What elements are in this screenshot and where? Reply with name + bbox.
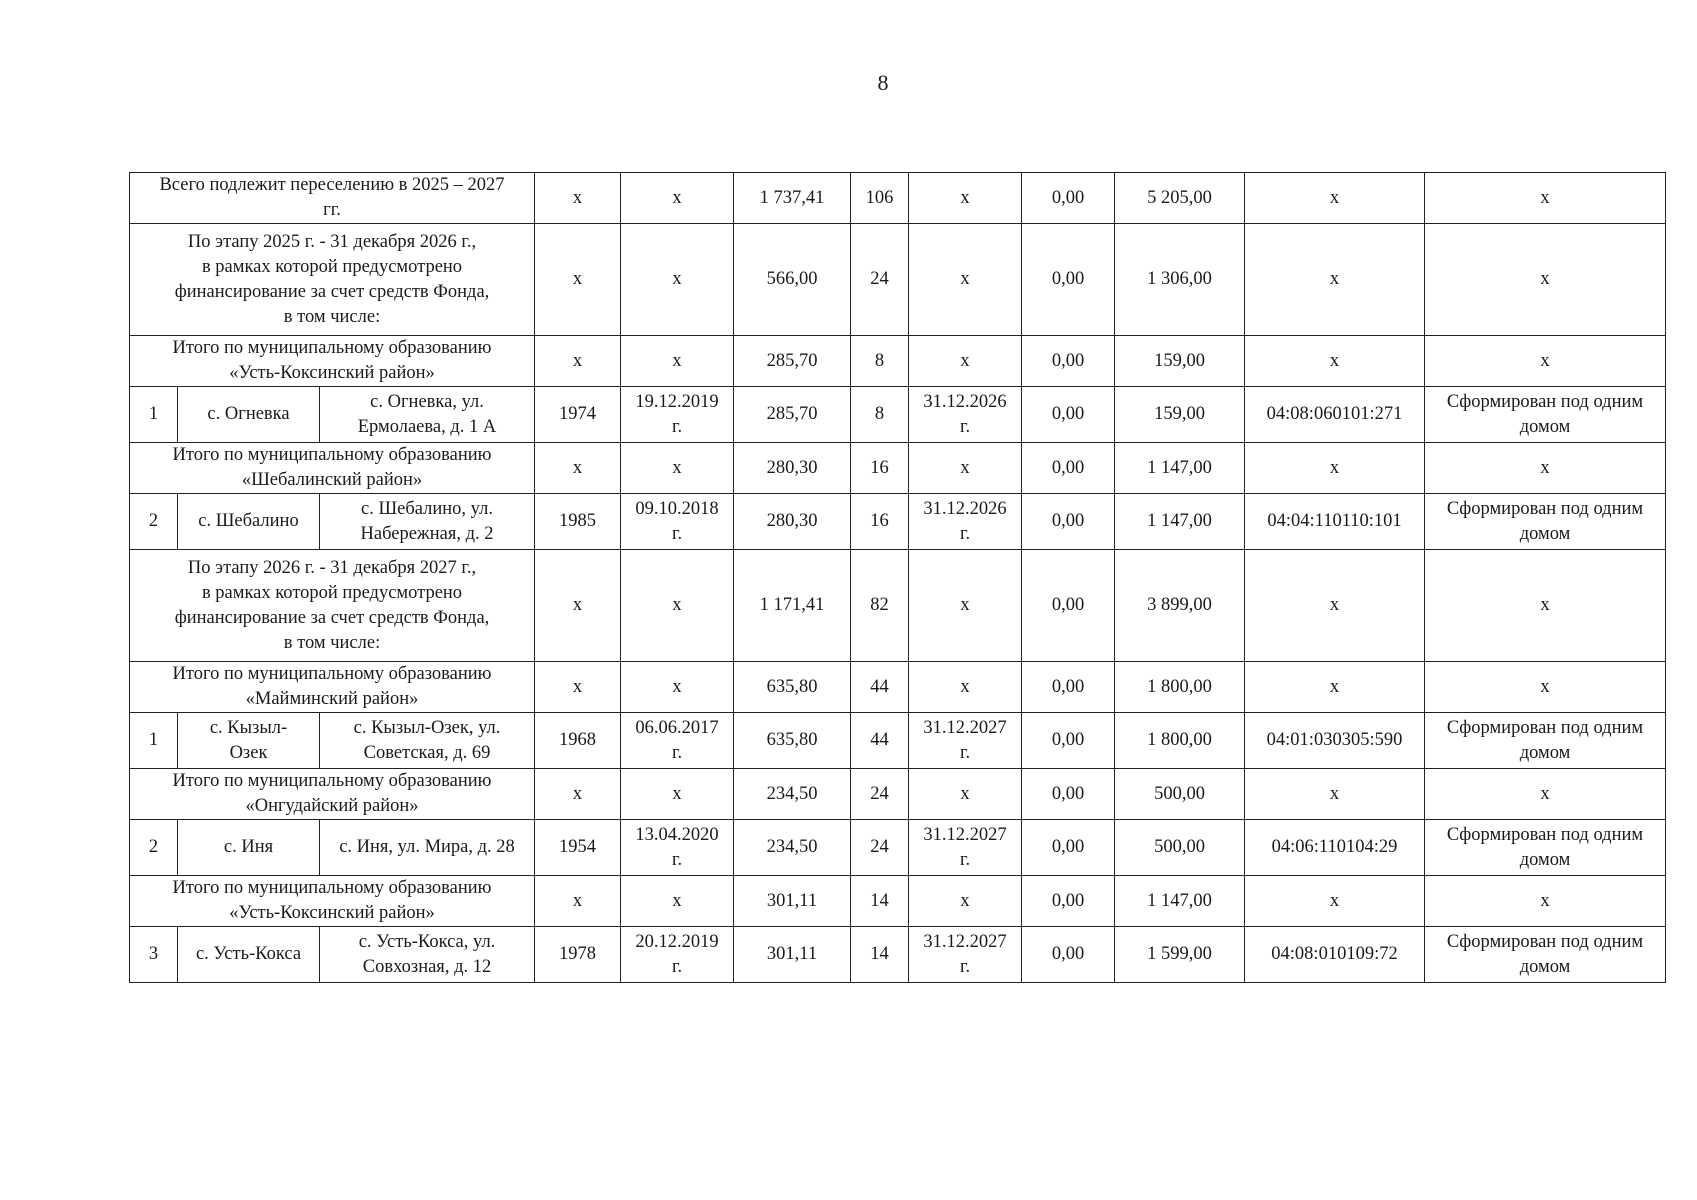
date-cell-line: 19.12.2019	[635, 391, 719, 412]
date-cell	[621, 494, 734, 550]
status-cell-line: домом	[1519, 523, 1571, 544]
date-cell-line: 09.10.2018	[635, 498, 719, 519]
municipal-label-line: Итого по муниципальному образованию	[172, 771, 492, 791]
people-cell: 44	[851, 713, 909, 769]
x-mark-status: х	[1425, 662, 1666, 713]
house-row	[130, 387, 1666, 443]
cadastral-number: 04:06:110104:29	[1245, 820, 1425, 876]
total-area: 301,11	[734, 876, 851, 927]
stage-label-line: По этапу 2026 г. - 31 декабря 2027 г.,	[187, 557, 477, 578]
x-mark-date: х	[621, 443, 734, 494]
deadline-cell-line: 31.12.2027	[923, 717, 1007, 738]
area-cell: 635,80	[734, 713, 851, 769]
stage-row	[130, 224, 1666, 336]
x-mark-status: х	[1425, 550, 1666, 662]
x-mark-deadline: х	[909, 336, 1022, 387]
x-mark-status: х	[1425, 876, 1666, 927]
resettlement-cost: 500,00	[1115, 769, 1245, 820]
cost-value: 0,00	[1022, 494, 1115, 550]
municipal-label	[130, 876, 535, 927]
stage-label-line: в рамках которой предусмотрено	[201, 256, 463, 277]
address-cell	[320, 713, 535, 769]
house-row	[130, 927, 1666, 983]
date-cell	[621, 713, 734, 769]
stage-label-line: По этапу 2025 г. - 31 декабря 2026 г.,	[187, 231, 477, 252]
area-cell: 234,50	[734, 820, 851, 876]
people-count: 82	[851, 550, 909, 662]
date-cell-line: 13.04.2020	[635, 824, 719, 845]
year-cell: 1978	[535, 927, 621, 983]
x-mark-year: х	[535, 336, 621, 387]
row-number: 1	[130, 713, 178, 769]
address-cell-line: с. Иня, ул. Мира, д. 28	[339, 837, 515, 857]
house-row	[130, 494, 1666, 550]
cost-value: 0,00	[1022, 336, 1115, 387]
municipal-label-line: Итого по муниципальному образованию	[172, 878, 492, 898]
municipal-row	[130, 876, 1666, 927]
address-cell-line: с. Огневка, ул.	[370, 391, 484, 412]
status-cell-line: Сформирован под одним	[1446, 931, 1644, 952]
area-cell: 301,11	[734, 927, 851, 983]
address-cell	[320, 494, 535, 550]
people-cell: 14	[851, 927, 909, 983]
municipal-label	[130, 336, 535, 387]
address-cell	[320, 927, 535, 983]
cost-value: 0,00	[1022, 550, 1115, 662]
resettlement-table	[129, 172, 1666, 983]
municipal-label-line: «Шебалинский район»	[241, 470, 423, 490]
resettlement-cost: 500,00	[1115, 820, 1245, 876]
row-number: 2	[130, 494, 178, 550]
row-number: 3	[130, 927, 178, 983]
x-mark-cadastral: х	[1245, 769, 1425, 820]
address-cell-line: Ермолаева, д. 1 А	[357, 416, 497, 437]
municipal-label-line: «Усть-Коксинский район»	[229, 363, 435, 383]
x-mark-year: х	[535, 662, 621, 713]
settlement-cell	[178, 713, 320, 769]
stage-label-line: финансирование за счет средств Фонда,	[174, 281, 490, 302]
resettlement-cost: 1 147,00	[1115, 876, 1245, 927]
cadastral-number: 04:04:110110:101	[1245, 494, 1425, 550]
x-mark-cadastral: х	[1245, 443, 1425, 494]
x-mark-deadline: х	[909, 662, 1022, 713]
municipal-label	[130, 662, 535, 713]
deadline-cell	[909, 713, 1022, 769]
people-count: 24	[851, 769, 909, 820]
date-cell	[621, 927, 734, 983]
date-cell-line: 20.12.2019	[635, 931, 719, 952]
status-cell-line: домом	[1519, 849, 1571, 870]
x-mark-date: х	[621, 224, 734, 336]
stage-label-line: в рамках которой предусмотрено	[201, 582, 463, 603]
cadastral-number: 04:01:030305:590	[1245, 713, 1425, 769]
cadastral-number: 04:08:010109:72	[1245, 927, 1425, 983]
x-mark-status: х	[1425, 336, 1666, 387]
year-cell: 1974	[535, 387, 621, 443]
people-count: 44	[851, 662, 909, 713]
municipal-label-line: «Онгудайский район»	[245, 796, 419, 816]
date-cell-line: 06.06.2017	[635, 717, 719, 738]
cost-value: 0,00	[1022, 820, 1115, 876]
settlement-cell-line: с. Шебалино	[198, 511, 299, 531]
table-body	[130, 173, 1666, 983]
status-cell-line: Сформирован под одним	[1446, 717, 1644, 738]
status-cell	[1425, 820, 1666, 876]
summary-label-line: Всего подлежит переселению в 2025 – 2027	[159, 175, 505, 195]
stage-label	[130, 550, 535, 662]
cost-value: 0,00	[1022, 876, 1115, 927]
deadline-cell-line: г.	[959, 849, 971, 870]
date-cell-line: г.	[671, 849, 683, 870]
status-cell	[1425, 387, 1666, 443]
address-cell-line: Набережная, д. 2	[360, 523, 494, 544]
x-mark-deadline: х	[909, 443, 1022, 494]
cadastral-number: 04:08:060101:271	[1245, 387, 1425, 443]
date-cell-line: г.	[671, 523, 683, 544]
municipal-label-line: Итого по муниципальному образованию	[172, 445, 492, 465]
deadline-cell-line: 31.12.2027	[923, 931, 1007, 952]
deadline-cell-line: 31.12.2026	[923, 498, 1007, 519]
deadline-cell-line: 31.12.2027	[923, 824, 1007, 845]
deadline-cell-line: г.	[959, 523, 971, 544]
resettlement-cost: 1 306,00	[1115, 224, 1245, 336]
settlement-cell-line: с. Кызыл-	[209, 717, 288, 738]
deadline-cell-line: 31.12.2026	[923, 391, 1007, 412]
people-cell: 16	[851, 494, 909, 550]
status-cell	[1425, 494, 1666, 550]
total-area: 1 737,41	[734, 173, 851, 224]
house-row	[130, 713, 1666, 769]
address-cell-line: с. Шебалино, ул.	[361, 498, 493, 519]
year-cell: 1968	[535, 713, 621, 769]
summary-label	[130, 173, 535, 224]
cost-value: 0,00	[1022, 387, 1115, 443]
municipal-label-line: «Усть-Коксинский район»	[229, 903, 435, 923]
x-mark-cadastral: х	[1245, 876, 1425, 927]
x-mark-date: х	[621, 662, 734, 713]
x-mark-year: х	[535, 876, 621, 927]
status-cell-line: домом	[1519, 742, 1571, 763]
x-mark-date: х	[621, 173, 734, 224]
area-cell: 285,70	[734, 387, 851, 443]
municipal-label	[130, 769, 535, 820]
date-cell-line: г.	[671, 742, 683, 763]
status-cell-line: домом	[1519, 416, 1571, 437]
date-cell	[621, 820, 734, 876]
status-cell-line: Сформирован под одним	[1446, 391, 1644, 412]
stage-label-line: в том числе:	[283, 632, 381, 653]
x-mark-deadline: х	[909, 876, 1022, 927]
stage-label-line: в том числе:	[283, 306, 381, 327]
deadline-cell	[909, 387, 1022, 443]
settlement-cell	[178, 494, 320, 550]
x-mark-status: х	[1425, 224, 1666, 336]
summary-row	[130, 173, 1666, 224]
status-cell-line: Сформирован под одним	[1446, 498, 1644, 519]
total-area: 566,00	[734, 224, 851, 336]
deadline-cell-line: г.	[959, 416, 971, 437]
resettlement-cost: 1 800,00	[1115, 662, 1245, 713]
x-mark-deadline: х	[909, 550, 1022, 662]
address-cell-line: Совхозная, д. 12	[362, 956, 492, 977]
house-row	[130, 820, 1666, 876]
x-mark-status: х	[1425, 173, 1666, 224]
x-mark-date: х	[621, 876, 734, 927]
resettlement-cost: 1 599,00	[1115, 927, 1245, 983]
deadline-cell	[909, 820, 1022, 876]
address-cell-line: с. Кызыл-Озек, ул.	[353, 717, 501, 738]
total-area: 280,30	[734, 443, 851, 494]
x-mark-cadastral: х	[1245, 336, 1425, 387]
cost-value: 0,00	[1022, 713, 1115, 769]
date-cell	[621, 387, 734, 443]
resettlement-cost: 1 147,00	[1115, 443, 1245, 494]
status-cell	[1425, 927, 1666, 983]
year-cell: 1954	[535, 820, 621, 876]
cost-value: 0,00	[1022, 443, 1115, 494]
cost-value: 0,00	[1022, 224, 1115, 336]
total-area: 1 171,41	[734, 550, 851, 662]
resettlement-cost: 1 800,00	[1115, 713, 1245, 769]
people-cell: 8	[851, 387, 909, 443]
address-cell	[320, 820, 535, 876]
x-mark-status: х	[1425, 769, 1666, 820]
x-mark-year: х	[535, 224, 621, 336]
stage-row	[130, 550, 1666, 662]
x-mark-date: х	[621, 550, 734, 662]
municipal-label-line: Итого по муниципальному образованию	[172, 338, 492, 358]
deadline-cell	[909, 927, 1022, 983]
status-cell	[1425, 713, 1666, 769]
people-count: 8	[851, 336, 909, 387]
total-area: 635,80	[734, 662, 851, 713]
date-cell-line: г.	[671, 416, 683, 437]
x-mark-deadline: х	[909, 224, 1022, 336]
address-cell	[320, 387, 535, 443]
x-mark-year: х	[535, 443, 621, 494]
cost-value: 0,00	[1022, 173, 1115, 224]
settlement-cell-line: с. Огневка	[207, 404, 290, 424]
status-cell-line: Сформирован под одним	[1446, 824, 1644, 845]
municipal-label-line: «Майминский район»	[245, 689, 419, 709]
total-area: 285,70	[734, 336, 851, 387]
x-mark-date: х	[621, 336, 734, 387]
resettlement-cost: 1 147,00	[1115, 494, 1245, 550]
cost-value: 0,00	[1022, 769, 1115, 820]
total-area: 234,50	[734, 769, 851, 820]
area-cell: 280,30	[734, 494, 851, 550]
municipal-row	[130, 662, 1666, 713]
resettlement-cost: 5 205,00	[1115, 173, 1245, 224]
x-mark-year: х	[535, 173, 621, 224]
people-count: 16	[851, 443, 909, 494]
x-mark-cadastral: х	[1245, 173, 1425, 224]
status-cell-line: домом	[1519, 956, 1571, 977]
municipal-row	[130, 336, 1666, 387]
x-mark-cadastral: х	[1245, 662, 1425, 713]
x-mark-status: х	[1425, 443, 1666, 494]
settlement-cell-line: с. Иня	[223, 837, 274, 857]
people-count: 14	[851, 876, 909, 927]
date-cell-line: г.	[671, 956, 683, 977]
cost-value: 0,00	[1022, 662, 1115, 713]
deadline-cell-line: г.	[959, 956, 971, 977]
stage-label-line: финансирование за счет средств Фонда,	[174, 607, 490, 628]
row-number: 1	[130, 387, 178, 443]
x-mark-cadastral: х	[1245, 224, 1425, 336]
x-mark-year: х	[535, 769, 621, 820]
people-count: 106	[851, 173, 909, 224]
municipal-row	[130, 443, 1666, 494]
resettlement-cost: 159,00	[1115, 387, 1245, 443]
page-number: 8	[877, 70, 889, 95]
people-cell: 24	[851, 820, 909, 876]
settlement-cell	[178, 927, 320, 983]
x-mark-deadline: х	[909, 769, 1022, 820]
x-mark-date: х	[621, 769, 734, 820]
municipal-row	[130, 769, 1666, 820]
address-cell-line: с. Усть-Кокса, ул.	[358, 931, 496, 952]
x-mark-cadastral: х	[1245, 550, 1425, 662]
stage-label	[130, 224, 535, 336]
settlement-cell-line: Озек	[229, 742, 268, 763]
municipal-label	[130, 443, 535, 494]
people-count: 24	[851, 224, 909, 336]
deadline-cell	[909, 494, 1022, 550]
deadline-cell-line: г.	[959, 742, 971, 763]
address-cell-line: Советская, д. 69	[363, 742, 491, 763]
municipal-label-line: Итого по муниципальному образованию	[172, 664, 492, 684]
resettlement-cost: 159,00	[1115, 336, 1245, 387]
resettlement-cost: 3 899,00	[1115, 550, 1245, 662]
x-mark-year: х	[535, 550, 621, 662]
year-cell: 1985	[535, 494, 621, 550]
settlement-cell-line: с. Усть-Кокса	[195, 944, 302, 964]
row-number: 2	[130, 820, 178, 876]
x-mark-deadline: х	[909, 173, 1022, 224]
settlement-cell	[178, 820, 320, 876]
settlement-cell	[178, 387, 320, 443]
summary-label-line: гг.	[323, 200, 341, 220]
cost-value: 0,00	[1022, 927, 1115, 983]
